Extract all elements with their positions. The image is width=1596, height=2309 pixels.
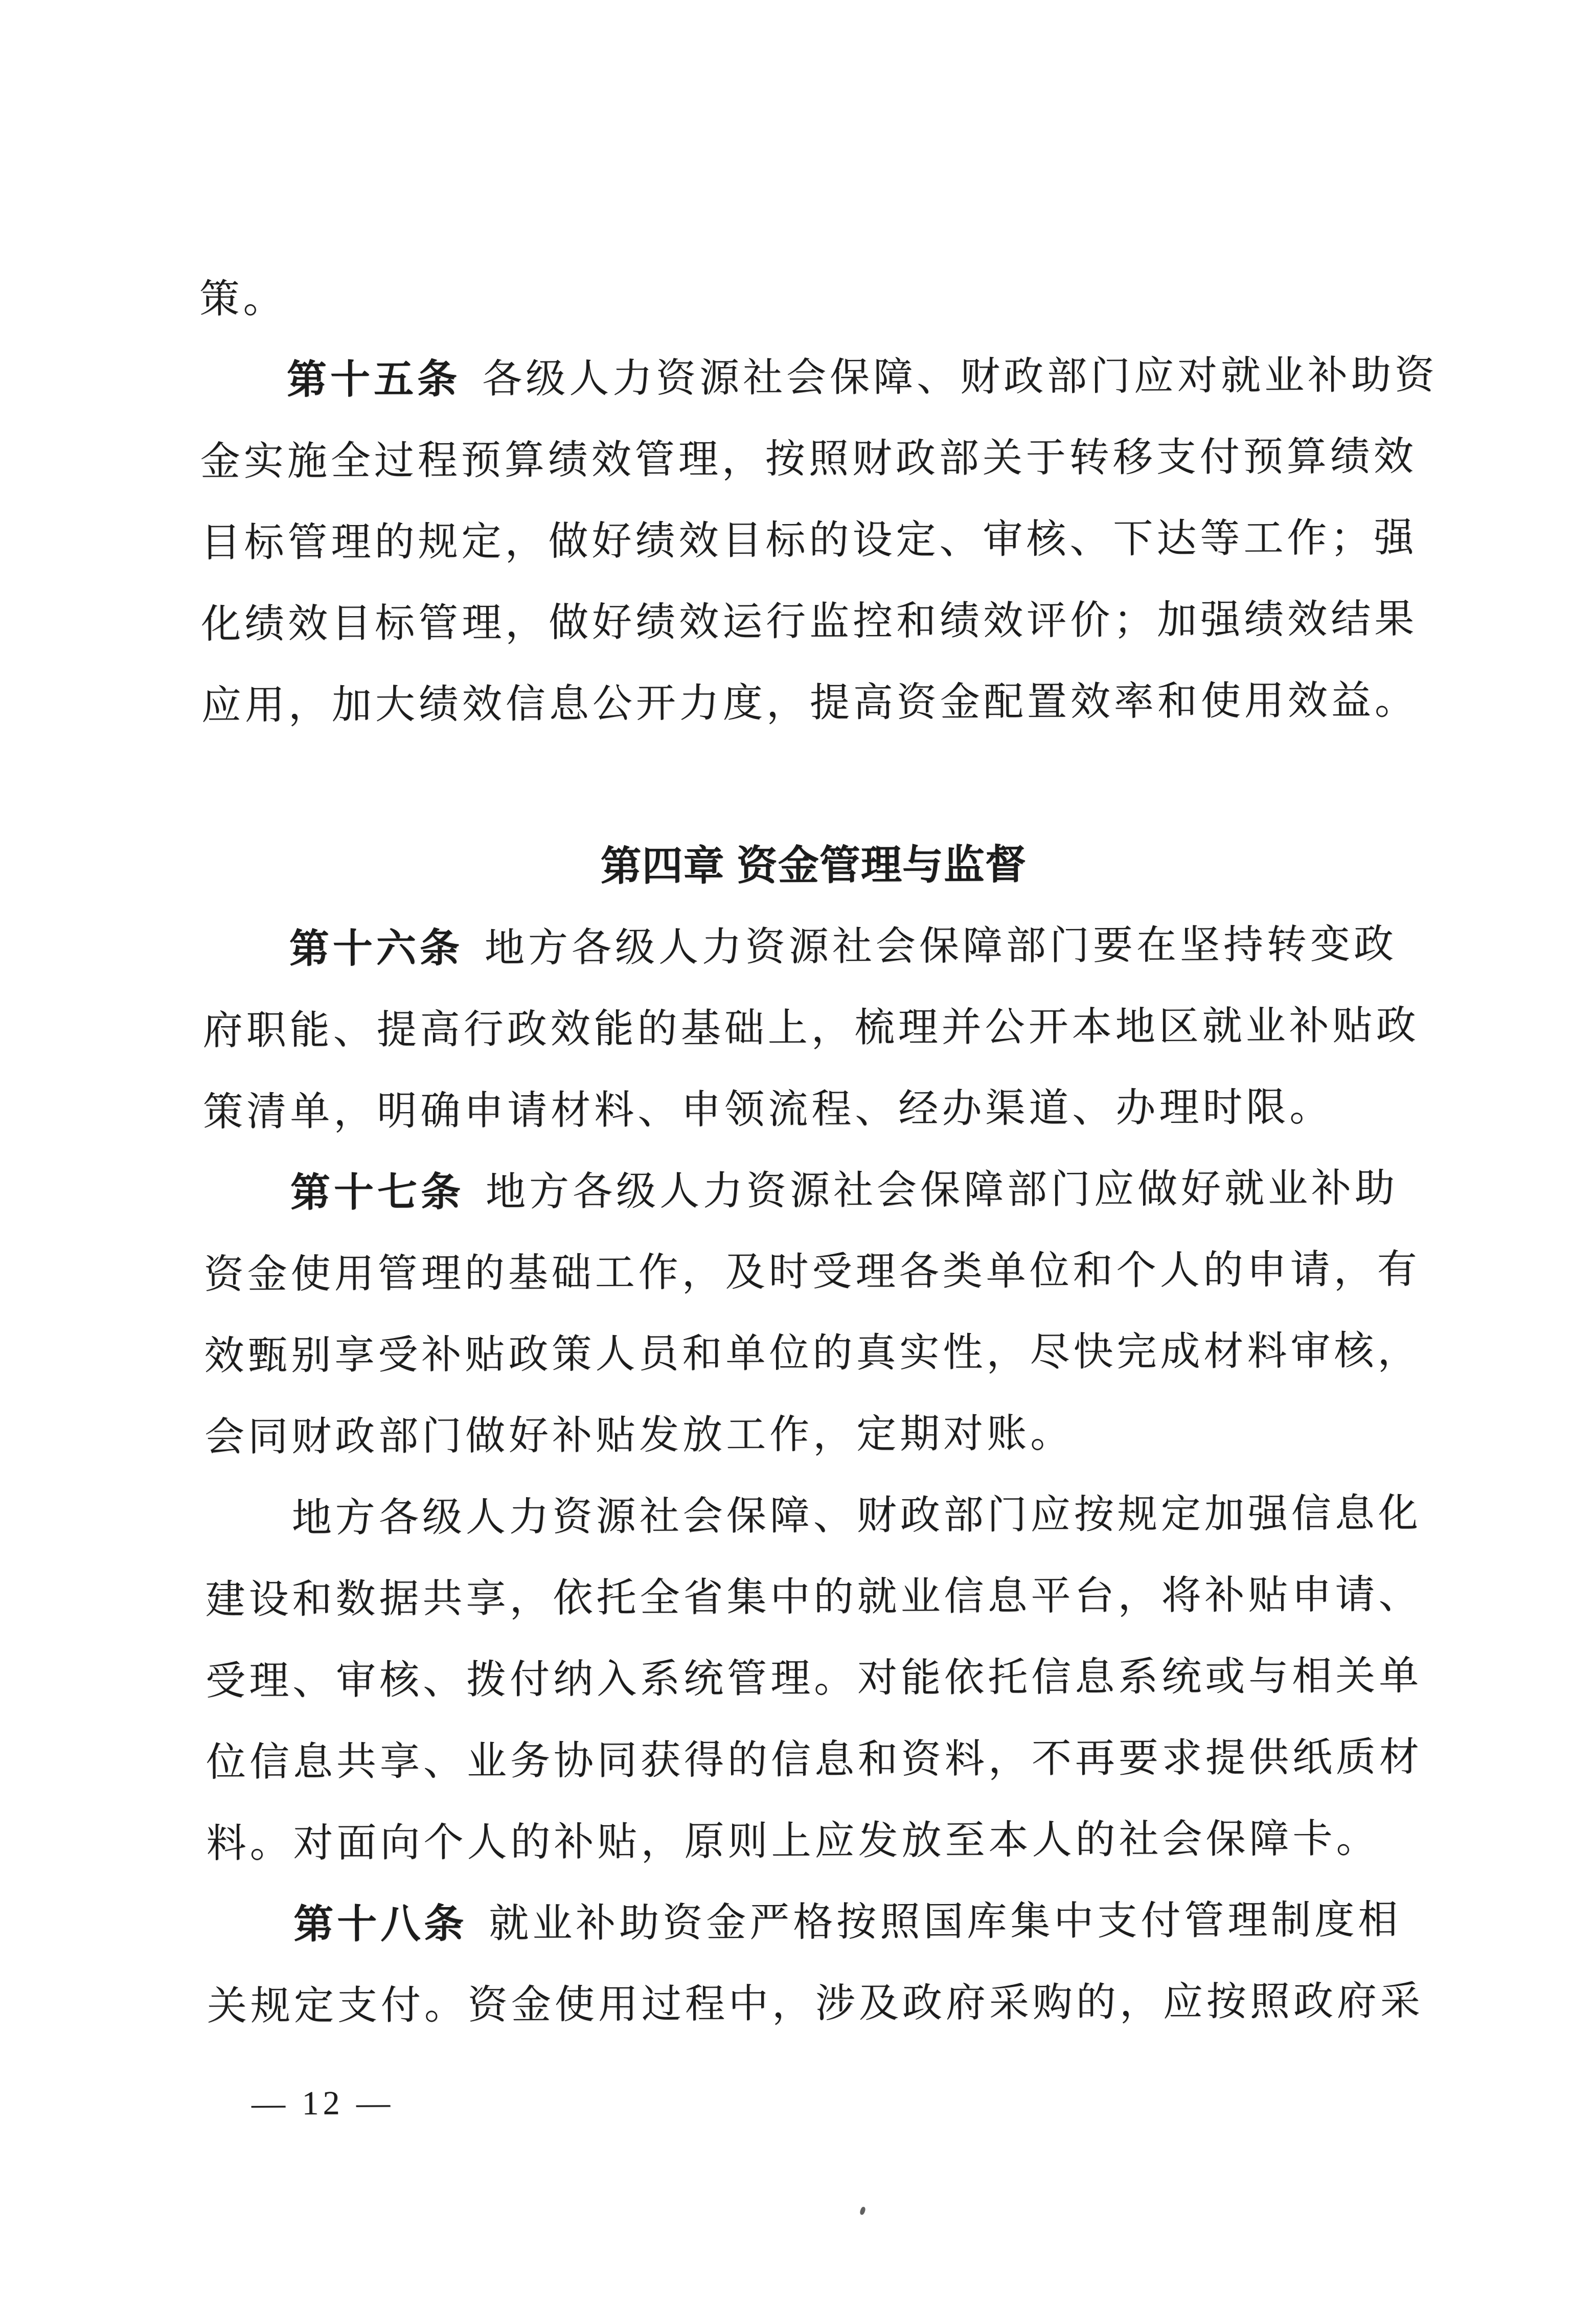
text-line <box>200 493 1424 580</box>
text-line-text: 料。对面向个人的补贴，原则上应发放至本人的社会保障卡。 <box>206 1816 1380 1866</box>
text-line-text: 应用，加大绩效信息公开力度，提高资金配置效率和使用效益。 <box>201 677 1419 728</box>
text-line-text: 金实施全过程预算绩效管理，按照财政部关于转移支付预算绩效 <box>200 434 1417 484</box>
chapter-heading <box>202 819 1425 905</box>
text-line <box>204 1469 1428 1555</box>
text-line <box>206 1713 1429 1799</box>
page-number: — 12 — <box>251 2084 395 2122</box>
text-line-text: 效甄别享受补贴政策人员和单位的真实性，尽快完成材料审核， <box>204 1328 1421 1378</box>
text-line <box>202 981 1426 1068</box>
article-label: 第十六条 <box>289 925 464 971</box>
text-line <box>201 575 1424 661</box>
text-line <box>205 1550 1428 1637</box>
text-line-text: 建设和数据共享，依托全省集中的就业信息平台，将补贴申请、 <box>205 1572 1422 1622</box>
article-label: 第十八条 <box>293 1900 468 1946</box>
article-label: 第十七条 <box>290 1169 465 1215</box>
text-line-text: 策清单，明确申请材料、申领流程、经办渠道、办理时限。 <box>203 1084 1333 1134</box>
text-line-text: 地方各级人力资源社会保障部门要在坚持转变政 <box>484 921 1398 970</box>
text-line <box>207 1875 1430 1962</box>
text-line-text: 会同财政部门做好补贴发放工作，定期对账。 <box>204 1411 1074 1459</box>
text-line <box>201 656 1424 742</box>
text-line-text: 化绩效目标管理，做好绩效运行监控和绩效评价；加强绩效结果 <box>200 596 1418 646</box>
text-line <box>203 1225 1427 1311</box>
scan-artifact-speck <box>859 2206 867 2215</box>
text-line <box>200 412 1423 499</box>
text-line <box>204 1388 1428 1474</box>
text-line-text: 地方各级人力资源社会保障、财政部门应按规定加强信息化 <box>291 1490 1422 1540</box>
text-line-text: 资金使用管理的基础工作，及时受理各类单位和个人的申请，有 <box>203 1247 1421 1297</box>
text-line <box>203 1144 1427 1230</box>
text-line-text: 目标管理的规定，做好绩效目标的设定、审核、下达等工作；强 <box>200 515 1418 565</box>
text-line-text: 位信息共享、业务协同获得的信息和资料，不再要求提供纸质材 <box>206 1734 1423 1784</box>
text-line <box>200 331 1439 417</box>
text-line-text: 就业补助资金严格按照国库集中支付管理制度相 <box>489 1897 1402 1946</box>
text-line <box>199 250 1423 336</box>
text-line-text: 地方各级人力资源社会保障部门应做好就业补助 <box>485 1165 1399 1214</box>
text-line <box>202 900 1426 986</box>
text-line <box>204 1306 1427 1393</box>
text-line-text: 各级人力资源社会保障、财政部门应对就业补助资 <box>482 352 1439 401</box>
text-line-text: 府职能、提高行政效能的基础上，梳理并公开本地区就业补贴政 <box>202 1003 1420 1053</box>
text-line <box>206 1794 1429 1881</box>
text-line <box>206 1632 1429 1718</box>
document-body <box>199 250 1439 2043</box>
article-label: 第十五条 <box>286 356 461 402</box>
chapter-heading-text: 第四章 资金管理与监督 <box>600 841 1027 889</box>
text-line <box>207 1957 1430 2043</box>
text-line-text: 策。 <box>199 276 287 321</box>
text-line-text: 受理、审核、拨付纳入系统管理。对能依托信息系统或与相关单 <box>205 1653 1423 1703</box>
text-line <box>203 1062 1426 1149</box>
text-line-text: 关规定支付。资金使用过程中，涉及政府采购的，应按照政府采 <box>207 1978 1424 2028</box>
